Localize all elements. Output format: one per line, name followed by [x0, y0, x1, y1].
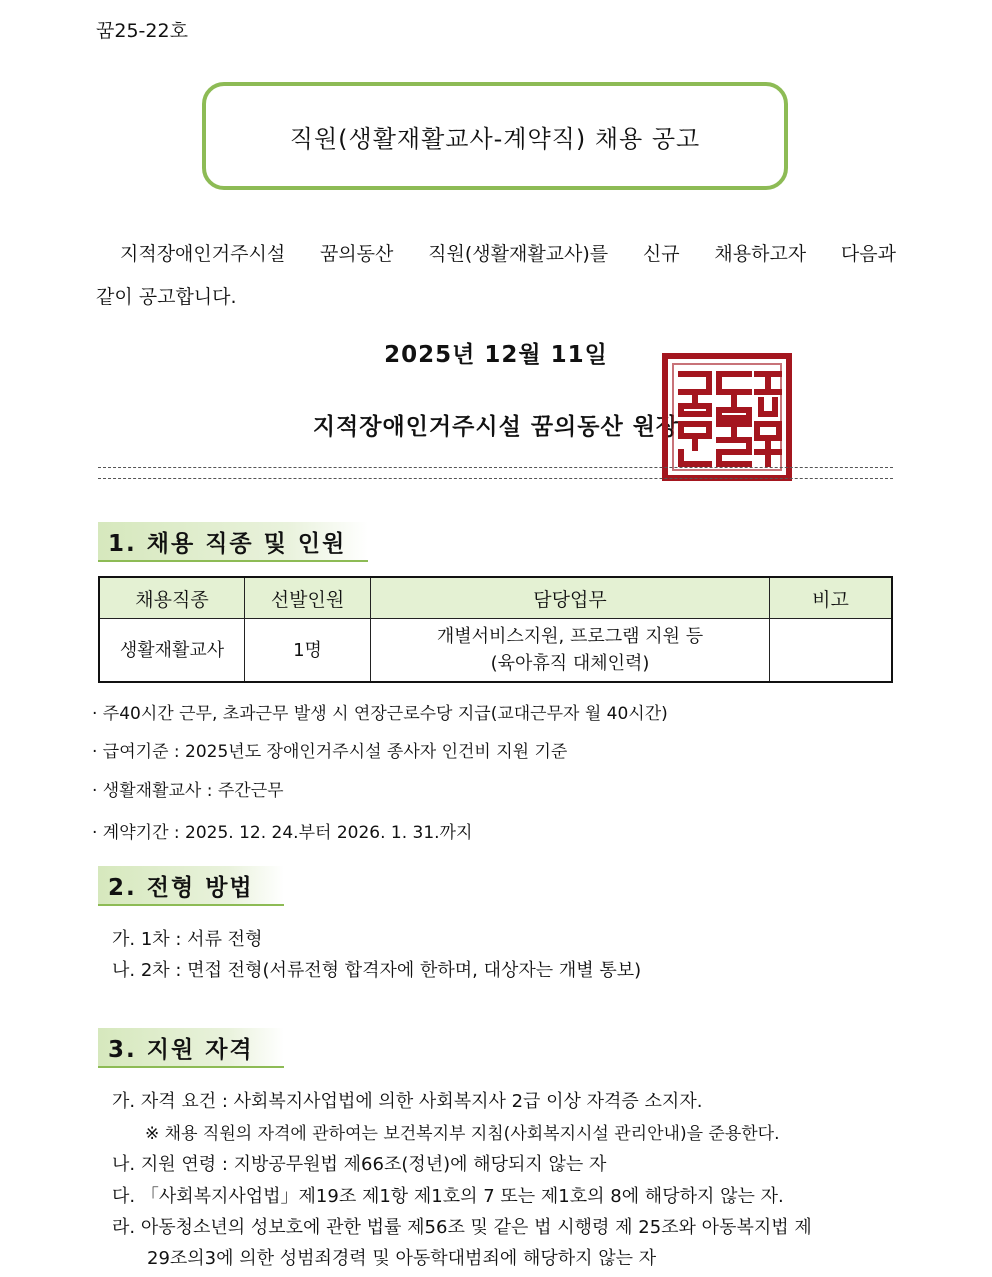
cell-note — [770, 619, 893, 683]
intro-paragraph — [96, 233, 896, 319]
intro-line-2: 같이 공고합니다. — [96, 286, 237, 308]
cell-job: 생활재활교사 — [99, 619, 245, 683]
bullet-item: · 주40시간 근무, 초과근무 발생 시 연장근로수당 지급(교대근무자 월 40시간) — [92, 704, 668, 724]
divider-dashed-bottom — [98, 478, 893, 479]
duty-line-2: (육아휴직 대체인력) — [490, 653, 650, 674]
document-number: 꿈25-22호 — [96, 20, 188, 42]
cell-duty — [371, 619, 770, 683]
section-heading-2: 2. 전형 방법 — [98, 866, 284, 906]
page-title: 직원(생활재활교사-계약직) 채용 공고 — [289, 124, 701, 153]
divider-dashed-top — [98, 467, 893, 468]
table-row — [99, 619, 892, 683]
list-item: 나. 지원 연령 : 지방공무원법 제66조(정년)에 해당되지 않는 자 — [112, 1154, 607, 1175]
list-item: 나. 2차 : 면접 전형(서류전형 합격자에 한하며, 대상자는 개별 통보) — [112, 960, 642, 981]
column-header: 비고 — [770, 577, 893, 619]
recruitment-table — [98, 576, 893, 683]
column-header: 채용직종 — [99, 577, 245, 619]
cell-count: 1명 — [245, 619, 371, 683]
duty-line-1: 개별서비스지원, 프로그램 지원 등 — [436, 626, 704, 647]
column-header: 선발인원 — [245, 577, 371, 619]
list-item: ※ 채용 직원의 자격에 관하여는 보건복지부 지침(사회복지시설 관리안내)을 준용한다. — [145, 1124, 780, 1144]
list-item: 라. 아동청소년의 성보호에 관한 법률 제56조 및 같은 법 시행령 제 25조와 아동복지법 제 — [112, 1217, 812, 1238]
intro-line-1: 지적장애인거주시설 꿈의동산 직원(생활재활교사)를 신규 채용하고자 다음과 — [120, 243, 896, 265]
title-box — [202, 82, 788, 190]
bullet-item: · 급여기준 : 2025년도 장애인거주시설 종사자 인건비 지원 기준 — [92, 742, 568, 762]
table-header-row — [99, 577, 892, 619]
bullet-item: · 계약기간 : 2025. 12. 24.부터 2026. 1. 31.까지 — [92, 823, 473, 843]
organization-head: 지적장애인거주시설 꿈의동산 원장 — [312, 414, 680, 440]
section-heading-1: 1. 채용 직종 및 인원 — [98, 522, 368, 562]
announcement-date: 2025년 12월 11일 — [384, 342, 608, 368]
official-seal-icon — [661, 352, 793, 482]
list-item: 다. 「사회복지사업법」제19조 제1항 제1호의 7 또는 제1호의 8에 해당하지 않는 자. — [112, 1186, 784, 1207]
list-item: 가. 자격 요건 : 사회복지사업법에 의한 사회복지사 2급 이상 자격증 소지자. — [112, 1091, 703, 1112]
list-item: 가. 1차 : 서류 전형 — [112, 929, 263, 950]
section-heading-3: 3. 지원 자격 — [98, 1028, 284, 1068]
bullet-item: · 생활재활교사 : 주간근무 — [92, 781, 284, 801]
list-item: 29조의3에 의한 성범죄경력 및 아동학대범죄에 해당하지 않는 자 — [147, 1248, 657, 1269]
column-header: 담당업무 — [371, 577, 770, 619]
